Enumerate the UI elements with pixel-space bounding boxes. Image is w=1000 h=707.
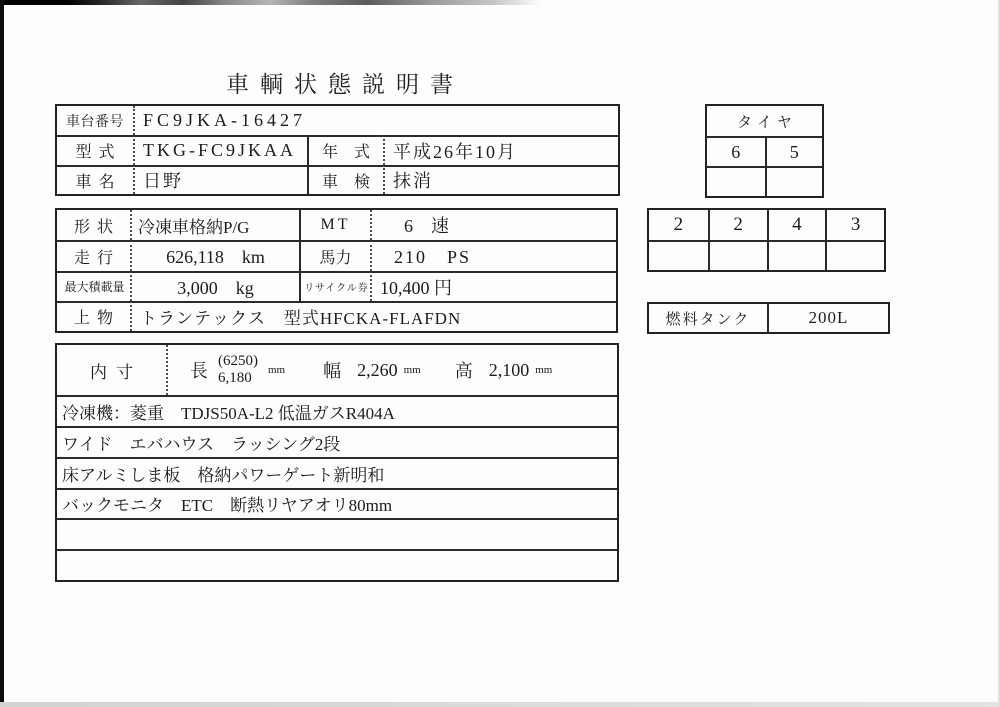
page-title: 車輌状態説明書 bbox=[226, 72, 464, 97]
height-value: 2,100 bbox=[488, 359, 530, 380]
body-details-table bbox=[55, 343, 619, 582]
tire-empty-cell bbox=[707, 166, 765, 196]
inner-dimensions-row bbox=[57, 345, 617, 395]
mileage-value: 626,118 km bbox=[130, 240, 299, 270]
tire-count-rear: 5 bbox=[765, 136, 823, 166]
fuel-tank-value: 200L bbox=[808, 308, 849, 327]
fuel-tank-label: 燃料タンク bbox=[649, 304, 769, 332]
axle-value-cell: 2 bbox=[708, 210, 767, 240]
chassis-number-label: 車台番号 bbox=[66, 114, 124, 130]
height-label: 高 bbox=[454, 361, 473, 381]
fuel-tank-table bbox=[647, 302, 890, 334]
length-label: 長 bbox=[190, 361, 208, 381]
equipment-line-monitor-etc: バックモニタ ETC 断熱リヤアオリ80mm bbox=[57, 488, 617, 519]
empty-row bbox=[57, 518, 617, 549]
make-label: 車名 bbox=[57, 165, 133, 194]
tire-table-header: タイヤ bbox=[737, 114, 797, 131]
inner-dimensions-label: 内寸 bbox=[57, 345, 168, 395]
model-year-value: 平成26年10月 bbox=[383, 135, 618, 164]
axle-empty-cell bbox=[649, 240, 708, 270]
length-value: 6,180 bbox=[218, 370, 252, 386]
axle-empty-cell bbox=[767, 240, 826, 270]
scan-artifact-bottom-bar bbox=[0, 702, 1000, 707]
chassis-number-value: FC9JKA-16427 bbox=[133, 106, 618, 135]
width-unit: mm bbox=[403, 364, 421, 376]
shape-value: 冷凍車格納P/G bbox=[130, 210, 299, 240]
axle-value-cell: 4 bbox=[767, 210, 826, 240]
equipment-line-refrigerator: 冷凍機：菱重 TDJS50A-L2 低温ガスR404A bbox=[57, 395, 617, 426]
scan-artifact-left-bar bbox=[0, 0, 4, 707]
equipment-line-floor-gate: 床アルミしま板 格納パワーゲート新明和 bbox=[57, 457, 617, 488]
inspection-label: 車 検 bbox=[307, 165, 383, 194]
equipment-line-body-options: ワイド エバハウス ラッシング2段 bbox=[57, 426, 617, 457]
payload-value: 3,000 kg bbox=[130, 271, 299, 301]
length-paren-value: (6250) bbox=[218, 352, 258, 369]
axle-value-cell: 3 bbox=[825, 210, 884, 240]
width-value: 2,260 bbox=[357, 359, 398, 380]
shape-label: 形状 bbox=[73, 218, 120, 236]
model-code-label: 型式 bbox=[57, 135, 133, 164]
length-value-stack bbox=[218, 353, 258, 388]
power-label: 馬力 bbox=[299, 240, 370, 270]
length-unit: mm bbox=[268, 364, 286, 376]
power-value: 210 PS bbox=[370, 240, 616, 270]
axle-value-cell: 2 bbox=[673, 214, 684, 235]
inspection-value: 抹消 bbox=[383, 165, 618, 194]
tire-count-front: 6 bbox=[707, 136, 765, 166]
transmission-label: MT bbox=[299, 210, 370, 240]
vehicle-identity-table bbox=[55, 104, 620, 196]
payload-label: 最大積載量 bbox=[57, 271, 130, 301]
tire-table bbox=[705, 104, 824, 198]
model-code-value: TKG-FC9JKAA bbox=[133, 135, 307, 164]
tire-empty-cell bbox=[765, 166, 823, 196]
axle-empty-cell bbox=[708, 240, 767, 270]
inner-dimensions-values bbox=[168, 345, 617, 395]
spec-table bbox=[55, 208, 618, 333]
height-unit: mm bbox=[535, 364, 553, 376]
scan-artifact-top-bar bbox=[0, 0, 540, 5]
model-year-label: 年 式 bbox=[307, 135, 383, 164]
recycle-ticket-value: 10,400 円 bbox=[370, 271, 616, 301]
body-maker-value: トランテックス 型式HFCKA-FLAFDN bbox=[130, 301, 616, 331]
empty-row bbox=[57, 549, 617, 580]
width-label: 幅 bbox=[323, 361, 342, 381]
make-value: 日野 bbox=[133, 165, 307, 194]
body-maker-label: 上物 bbox=[57, 301, 130, 331]
transmission-value: 6 速 bbox=[370, 210, 616, 240]
axle-table bbox=[647, 208, 886, 272]
mileage-label: 走行 bbox=[57, 240, 130, 270]
recycle-ticket-label: リサイクル券 bbox=[299, 271, 370, 301]
axle-empty-cell bbox=[825, 240, 884, 270]
